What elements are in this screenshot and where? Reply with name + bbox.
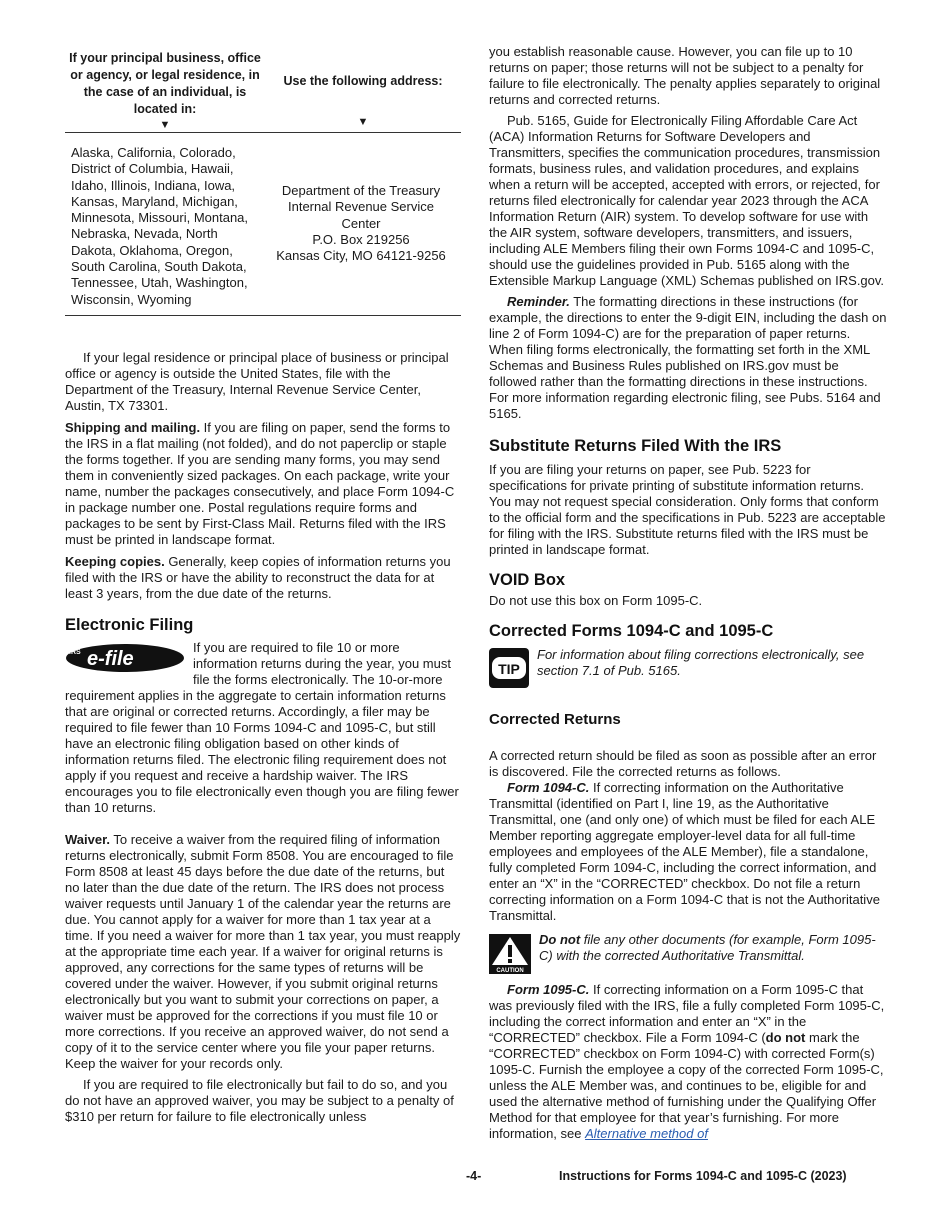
form1095-paragraph	[489, 982, 887, 1142]
waiver-paragraph	[65, 832, 461, 1072]
caution-label: CAUTION	[496, 968, 524, 974]
address-table-col2-header	[265, 44, 461, 132]
address-table-row	[65, 133, 461, 316]
address-table-col1-header	[65, 44, 265, 132]
keeping-title: Keeping copies.	[65, 554, 165, 569]
outside-us-paragraph: If your legal residence or principal place of business or principal office or agency is outside the United States, file with the Department of the Treasury, Internal Revenue Service Center, Austin, TX 73301.	[65, 350, 449, 413]
tip-icon	[489, 648, 529, 688]
tip-box	[489, 647, 887, 688]
shipping-title: Shipping and mailing.	[65, 420, 201, 435]
penalty-paragraph: If you are required to file electronically but fail to do so, and you do not have an approved waiver, you may be subject to a penalty of $310 per return for failure to file electronically unless	[65, 1077, 454, 1124]
corrected-forms-heading: Corrected Forms 1094-C and 1095-C	[489, 622, 774, 640]
efile-logo-irs: IRS	[69, 649, 81, 656]
reminder-text: The formatting directions in these instructions (for example, the directions to enter the 9-digit EIN, including the dash on line 2 of Form 1094-C) are for the preparation of paper returns. When filing forms electronically, the formatting set forth in the XML Schemas and Business Rules published on IRS.gov must be followed rather than the formatting directions in these instructions. For more information regarding electronic filing, see Pubs. 5164 and 5165.	[489, 294, 887, 421]
address-line: Internal Revenue Service Center	[288, 199, 434, 231]
states-list: Alaska, California, Colorado, District of Columbia, Hawaii, Idaho, Illinois, Indiana, Iowa, Kansas, Maryland, Michigan, Minnesota, Missouri, Montana, Nebraska, Nevada, North Dakota, Oklahoma, Oregon, South Carolina, South Dakota, Tennessee, Utah, Washington, Wisconsin, Wyoming	[71, 145, 249, 307]
caution-text	[539, 932, 887, 974]
tip-text: For information about filing corrections electronically, see section 7.1 of Pub. 5165.	[537, 647, 865, 678]
irs-address	[261, 133, 461, 315]
shipping-text: If you are filing on paper, send the forms to the IRS in a flat mailing (not folded), and do not paperclip or staple the forms together. If you are sending many forms, you may send them in conveniently sized packages. On each package, write your name, number the packages consecutively, and place Form 1094-C in package number one. Postal regulations require forms and packages to be sent by First-Class Mail. Returns filed with the IRS must be printed in landscape format.	[65, 420, 455, 547]
keeping-paragraph	[65, 554, 461, 602]
col2-header-text: Use the following address:	[283, 74, 443, 88]
right-column	[489, 44, 887, 1142]
void-paragraph: Do not use this box on Form 1095-C.	[489, 593, 703, 608]
caution-box	[489, 932, 887, 974]
caution-body: file any other documents (for example, Form 1095-C) with the corrected Authoritative Transmittal.	[539, 932, 876, 963]
waiver-title: Waiver.	[65, 832, 111, 847]
footer-doc-title: Instructions for Forms 1094-C and 1095-C (2023)	[559, 1169, 847, 1183]
form1094-paragraph	[489, 780, 887, 924]
address-line: Kansas City, MO 64121-9256	[276, 248, 446, 264]
form1095-text-b: mark the “CORRECTED” checkbox on Form 1094-C) with corrected Form(s) 1095-C. Furnish the employee a copy of the corrected Form 1095-C, unless the ALE Member was, and continues to be, eligible for and used the alternative method of furnishing under the Qualifying Offer Method for that employee for that year’s furnishing. For more information, see	[489, 1030, 884, 1141]
irs-efile-logo	[65, 642, 185, 674]
substitute-returns-heading: Substitute Returns Filed With the IRS	[489, 437, 782, 455]
electronic-filing-heading: Electronic Filing	[65, 616, 194, 634]
address-line: Department of the Treasury	[281, 183, 441, 198]
down-arrow-icon: ▼	[357, 116, 369, 128]
form1095-title: Form 1095-C.	[507, 982, 590, 997]
substitute-paragraph: If you are filing your returns on paper, see Pub. 5223 for specifications for private printing of substitute information returns. You may not request special consideration. Only forms that conform to the official form and the specifications in Pub. 5223 are acceptable for filing with the IRS. Substitute returns filed with the IRS must be printed in landscape format.	[489, 462, 886, 557]
form1095-text-a: If correcting information on a Form 1095-C that was previously filed with the IRS, file a fully completed Form 1095-C, including the correct information and enter an “X” in the “CORRECTED” checkbox. File a Form 1094-C (	[489, 982, 885, 1045]
corrected-returns-heading: Corrected Returns	[489, 711, 621, 728]
col1-header-text: If your principal business, office or agency, or legal residence, in the case of an individual, is located in:	[69, 51, 261, 116]
form1094-title: Form 1094-C.	[507, 780, 590, 795]
alternative-method-link[interactable]: Alternative method of	[585, 1126, 708, 1141]
caution-bold: Do not	[539, 932, 581, 947]
down-arrow-icon: ▼	[159, 119, 171, 131]
address-table-header	[65, 44, 461, 133]
continued-paragraph: you establish reasonable cause. However, you can file up to 10 returns on paper; those returns will not be subject to a penalty for failure to file electronically. The penalty applies separately to original returns and corrected returns.	[489, 44, 881, 107]
page-number: -4-	[466, 1169, 482, 1183]
keeping-text: Generally, keep copies of information returns you filed with the IRS or have the ability to reconstruct the data for at least 3 years, from the due date of the returns.	[65, 554, 451, 601]
address-line: P.O. Box 219256	[312, 231, 410, 247]
waiver-text: To receive a waiver from the required filing of information returns electronically, submit Form 8508. You are encouraged to file Form 8508 at least 45 days before the due date of the returns, but no later than the due date of the return. The IRS does not process waiver requests until January 1 of the calendar year the returns are due. You cannot apply for a waiver for more than 1 tax year at a time. If you need a waiver for more than 1 tax year, you must reapply at the appropriate time each year. If a waiver for original returns is approved, any corrections for the same types of returns will be covered under the waiver. However, if you submit original returns electronically but you want to submit your corrections on paper, a waiver must be approved for the corrections if you must file 10 or more corrections. If you receive an approved waiver, do not send a copy of it to the service center where you file your paper returns. Keep the waiver for your records only.	[65, 832, 461, 1071]
form1095-bold: do not	[765, 1030, 806, 1045]
shipping-paragraph	[65, 420, 461, 548]
caution-icon	[489, 934, 531, 974]
address-table	[65, 44, 461, 316]
corrected-returns-paragraph: A corrected return should be filed as soon as possible after an error is discovered. File the corrected returns as follows.	[489, 748, 877, 779]
efile-section	[65, 640, 461, 816]
reminder-title: Reminder.	[507, 294, 570, 309]
efile-logo-text: e-file	[87, 648, 134, 670]
efile-text: If you are required to file 10 or more information returns during the year, you must file the forms electronically. The 10-or-more requirement applies in the aggregate to certain information returns that are original or corrected returns. Accordingly, a filer may be required to file fewer than 10 Forms 1094-C and 1095-C, but still have an electronic filing obligation based on other kinds of information returns filed. The electronic filing requirement does not apply if you request and receive a hardship waiver. The IRS encourages you to file electronically even though you are filing fewer than 10 returns.	[65, 640, 459, 815]
tip-label: TIP	[498, 661, 520, 677]
reminder-paragraph	[489, 294, 887, 422]
pub5165-paragraph: Pub. 5165, Guide for Electronically Filing Affordable Care Act (ACA) Information Returns for Software Developers and Transmitters, specifies the communication procedures, transmission formats, business rules, and validation procedures, and explains when a return will be accepted, accepted with errors, or rejected, for returns filed electronically for calendar year 2023 through the ACA Information Return (AIR) system. To develop software for use with the AIR system, software developers, transmitters, and issuers, including ALE Members filing their own Forms 1094-C and 1095-C, should use the guidelines provided in Pub. 5165 along with the Extensible Markup Language (XML) Schemas published on IRS.gov.	[489, 113, 885, 288]
void-box-heading: VOID Box	[489, 571, 566, 589]
left-column	[65, 44, 461, 1125]
form1094-text: If correcting information on the Authoritative Transmittal (identified on Part I, line 19, as the Authoritative Transmittal, one (and only one) of which must be filed for each ALE Member reporting aggregate employer-level data for all full-time employees and employees of the ALE Member), file a standalone, fully completed Form 1094-C, including the correct information, and enter an “X” in the “CORRECTED” checkbox. Do not file a return correcting information on a Form 1094-C that is not the Authoritative Transmittal.	[489, 780, 880, 923]
